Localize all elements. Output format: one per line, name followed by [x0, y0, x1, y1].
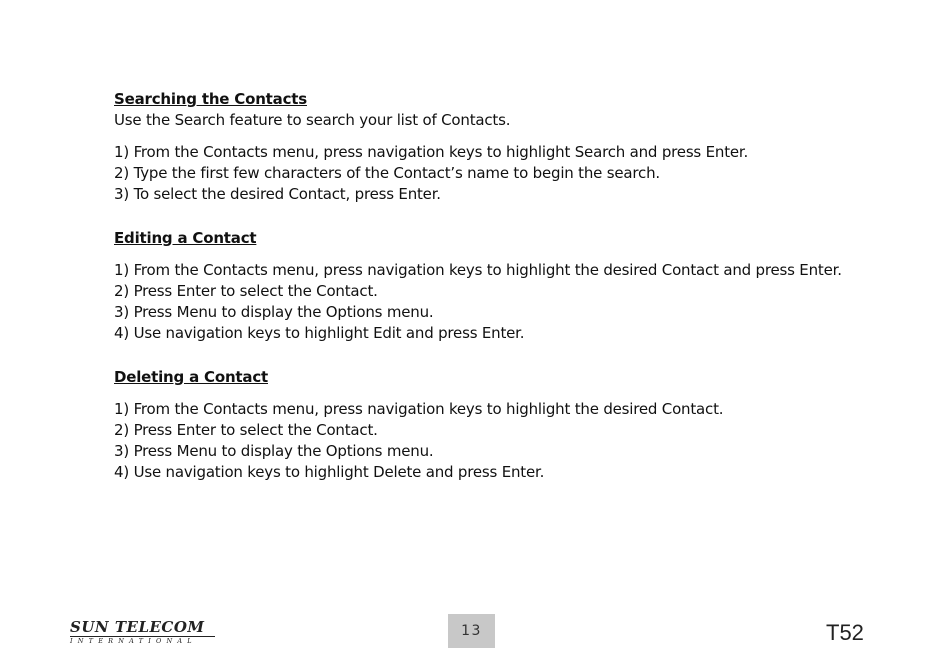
step-item: 1) From the Contacts menu, press navigation keys to highlight the desired Contact and press Enter. [114, 261, 842, 279]
section-title: Searching the Contacts [114, 90, 307, 108]
step-item: 3) Press Menu to display the Options menu. [114, 303, 434, 321]
step-item: 3) Press Menu to display the Options menu. [114, 442, 434, 460]
step-item: 4) Use navigation keys to highlight Delete and press Enter. [114, 463, 545, 481]
step-item: 1) From the Contacts menu, press navigation keys to highlight the desired Contact. [114, 400, 724, 418]
step-item: 4) Use navigation keys to highlight Edit and press Enter. [114, 324, 525, 342]
step-item: 1) From the Contacts menu, press navigation keys to highlight Search and press Enter. [114, 143, 749, 161]
page-number: 13 [448, 614, 495, 648]
step-item: 3) To select the desired Contact, press Enter. [114, 185, 441, 203]
section-title: Editing a Contact [114, 229, 257, 247]
steps-list [114, 142, 914, 205]
model-label: T52 [826, 620, 864, 645]
section-searching-contacts [114, 89, 914, 205]
page-content [114, 89, 914, 483]
section-title: Deleting a Contact [114, 368, 268, 386]
step-item: 2) Press Enter to select the Contact. [114, 421, 378, 439]
logo-sub-text: INTERNATIONAL [70, 637, 197, 645]
company-logo [70, 620, 215, 644]
section-deleting-contact [114, 367, 914, 483]
section-intro: Use the Search feature to search your list of Contacts. [114, 111, 511, 129]
step-item: 2) Press Enter to select the Contact. [114, 282, 378, 300]
steps-list [114, 260, 914, 344]
steps-list [114, 399, 914, 483]
step-item: 2) Type the first few characters of the Contact’s name to begin the search. [114, 164, 660, 182]
logo-main-text: SUN TELECOM [70, 620, 215, 637]
section-editing-contact [114, 228, 914, 344]
